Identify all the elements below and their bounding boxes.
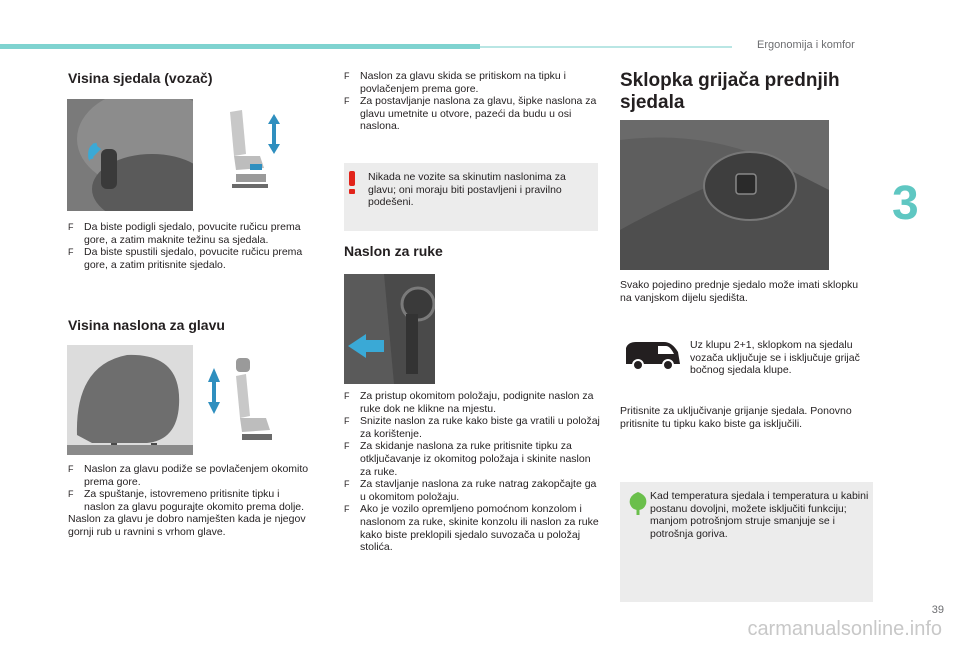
- heater-intro: Svako pojedino prednje sjedalo može imati sklopku na vanjskom dijelu sjedišta.: [620, 279, 859, 304]
- armrest-instructions: [344, 390, 602, 554]
- heading-seat-height: Visina sjedala (vozač): [68, 70, 213, 86]
- list-item: F Za skidanje naslona za ruke pritisnite tipku za otključavanje iz okomitog položaja i skinite naslon za ruke.: [344, 440, 591, 478]
- list-item: F Za postavljanje naslona za glavu, šipke naslona za glavu umetnite u otvore, pazeći da budu u osi naslona.: [344, 95, 597, 133]
- list-item: F Snizite naslon za ruke kako biste ga vratili u položaj za korištenje.: [344, 415, 600, 440]
- bullet-icon: F: [344, 71, 350, 81]
- van-icon: [622, 338, 684, 374]
- bullet-icon: F: [344, 479, 350, 490]
- warning-box: [344, 163, 598, 231]
- bench-seat-note: Uz klupu 2+1, sklopkom na sjedalu vozača uključuje se i isključuje grijač bočnog sjedala klupe.: [690, 339, 860, 377]
- watermark: carmanualsonline.info: [747, 618, 942, 640]
- eco-tip-text: Kad temperatura sjedala i temperatura u kabini postanu dovoljni, možete isključiti funkciju; manjom potrošnjom struje smanjuje se i potrošnja goriva.: [650, 490, 869, 540]
- bullet-icon: F: [68, 489, 74, 500]
- bullet-icon: F: [68, 464, 74, 474]
- seat-diagram-icon: [220, 104, 290, 204]
- eco-tip-box: [620, 482, 873, 602]
- bullet-icon: F: [344, 504, 350, 515]
- exclamation-icon: [346, 169, 358, 195]
- heading-seat-heater: Sklopka grijača prednjih sjedala: [620, 70, 840, 113]
- bullet-icon: F: [344, 441, 350, 452]
- bullet-icon: F: [68, 247, 74, 258]
- list-item: F Naslon za glavu podiže se povlačenjem okomito prema gore.: [68, 463, 309, 488]
- leaf-icon: [628, 490, 648, 516]
- seat-height-instructions: [68, 221, 308, 271]
- seat-height-photo: [67, 99, 193, 211]
- header-accent-line: [480, 46, 732, 48]
- seat-heater-illustration: [620, 120, 829, 270]
- headrest-diagram-icon: [200, 352, 290, 452]
- seat-heater-photo: [620, 120, 829, 270]
- list-item: F Da biste spustili sjedalo, povucite ručicu prema gore, a zatim pritisnite sjedalo.: [68, 246, 303, 271]
- heater-operation: Pritisnite za uključivanje grijanje sjedala. Ponovno pritisnite tu tipku kako biste ga isključili.: [620, 405, 852, 430]
- armrest-photo: [344, 274, 435, 384]
- chapter-number: 3: [892, 177, 919, 230]
- list-item: F Da biste podigli sjedalo, povucite ručicu prema gore, a zatim maknite težinu sa sjedala.: [68, 221, 301, 246]
- headrest-removal-instructions: [344, 70, 598, 133]
- bullet-icon: F: [344, 391, 350, 401]
- bullet-icon: F: [344, 416, 350, 427]
- page-number: 39: [931, 604, 944, 616]
- seat-lever-illustration: [67, 99, 193, 211]
- list-item: F Naslon za glavu skida se pritiskom na tipku i povlačenjem prema gore.: [344, 70, 567, 95]
- headrest-note: Naslon za glavu je dobro namješten kada je njegov gornji rub u ravnini s vrhom glave.: [68, 513, 306, 538]
- list-item: F Za pristup okomitom položaju, podignite naslon za ruke dok ne klikne na mjestu.: [344, 390, 594, 415]
- header-accent-bar: [0, 44, 480, 49]
- headrest-photo: [67, 345, 193, 455]
- list-item: F Za stavljanje naslona za ruke natrag zakopčajte ga u okomitom položaju.: [344, 478, 597, 503]
- headrest-instructions: [68, 463, 312, 539]
- section-title: Ergonomija i komfor: [757, 39, 855, 51]
- armrest-illustration: [344, 274, 435, 384]
- bullet-icon: F: [68, 222, 74, 232]
- headrest-illustration: [67, 345, 193, 455]
- list-item: F Za spuštanje, istovremeno pritisnite tipku i naslon za glavu pogurajte okomito prema dolje.: [68, 488, 305, 513]
- heading-headrest-height: Visina naslona za glavu: [68, 317, 225, 333]
- warning-text: Nikada ne vozite sa skinutim naslonima za glavu; oni moraju biti postavljeni i pravilno podešeni.: [368, 171, 566, 209]
- heading-armrest: Naslon za ruke: [344, 243, 443, 259]
- bullet-icon: F: [344, 96, 350, 107]
- list-item: F Ako je vozilo opremljeno pomoćnom konzolom i naslonom za ruke, skinite konzolu ili naslon za ruke kako biste preklopili sjedalo suvozača u položaj stolića.: [344, 503, 599, 554]
